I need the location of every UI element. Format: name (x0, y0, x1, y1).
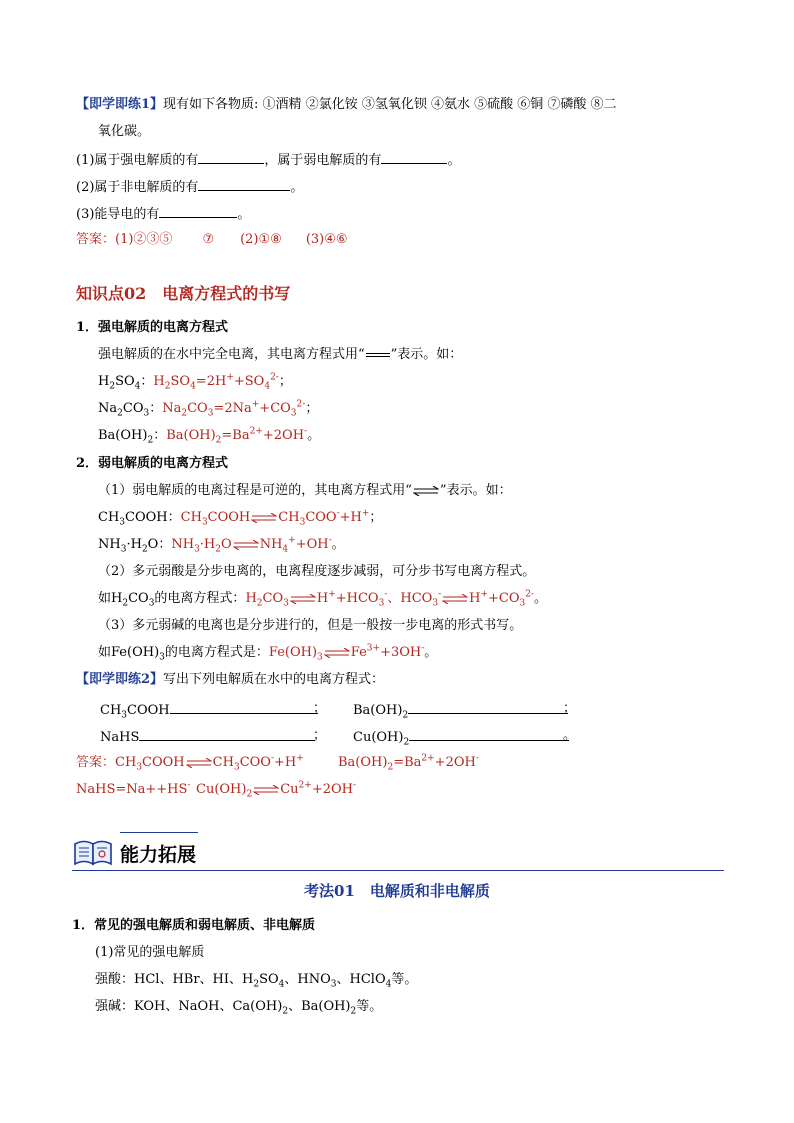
kf01-bases: 强碱：KOH、NaOH、$Ca(OH)_2$、$Ba(OH)_2$等。 (95, 999, 383, 1017)
kp02-heading-1: 1．强电解质的电离方程式 (76, 320, 229, 335)
banner-title: 能力拓展 (120, 844, 197, 866)
practice1-answer: 答案：(1)②③⑤ ⑦ (2)①⑧ (3)④⑥ (76, 232, 348, 247)
banner-top-rule (120, 832, 198, 833)
answer-blank[interactable] (170, 700, 318, 714)
reversible-arrow-icon (251, 513, 277, 523)
practice2-item-3: NaHS (100, 727, 315, 747)
kp02-ex1: $H_2SO_4$：$H_2SO_4=2H^++SO_4^{2-}$； (98, 372, 292, 392)
kp02-ex5: $NH_3\cdot H_2O$：$NH_3\cdot H_2O$ $NH_4^++OH^-$。 (98, 535, 345, 555)
practice1-question (76, 96, 617, 114)
equals-symbol (366, 350, 390, 360)
reversible-arrow-icon (413, 486, 439, 496)
answer-blank[interactable] (159, 204, 237, 218)
kf01-heading-1: 1．常见的强电解质和弱电解质、非电解质 (72, 918, 316, 933)
practice1-label: 【即学即练1】 (76, 97, 164, 112)
answer-blank[interactable] (381, 150, 447, 164)
answer-blank[interactable] (198, 150, 264, 164)
reversible-arrow-icon (324, 648, 350, 658)
reversible-arrow-icon (290, 594, 316, 604)
kp02-p6: 如$Fe(OH)_3$的电离方程式是：$Fe(OH)_3$ $Fe^{3+}+3OH^-$。 (98, 643, 438, 663)
practice1-text: 现有如下各物质: ①酒精 ②氯化铵 ③氢氧化钡 ④氨水 ⑤硫酸 ⑥铜 ⑦磷酸 ⑧二 (163, 97, 617, 112)
practice2-question: 【即学即练2】写出下列电解质在水中的电离方程式： (76, 672, 385, 687)
practice1-q3: (3)能导电的有 。 (76, 204, 250, 224)
kp02-ex3: $Ba(OH)_2$：$Ba(OH)_2=Ba^{2+}+2OH^-$。 (98, 426, 321, 446)
kp02-p5: （3）多元弱碱的电离也是分步进行的，但是一般按一步电离的形式书写。 (98, 618, 523, 633)
practice2-answer-1: 答案：$CH_3COOH$ $CH_3COO^-+H^+$ (76, 753, 304, 773)
kp02-ex2: $Na_2CO_3$：$Na_2CO_3=2Na^++CO_3^{2-}$； (98, 399, 319, 419)
practice2-answer-3: NaHS=Na++HS- (76, 780, 191, 797)
practice2-item-2: $Ba(OH)_2$ (353, 700, 568, 720)
kp02-p1: 强电解质的在水中完全电离，其电离方程式用“ ”表示。如： (98, 347, 463, 362)
book-icon (72, 836, 114, 872)
kp02-heading-2: 2．弱电解质的电离方程式 (76, 456, 229, 471)
kp02-p4: 如$H_2CO_3$的电离方程式：$H_2CO_3$ $H^++HCO_3^-$、$HCO_3^-$ $H^++CO_3^{2-}$。 (98, 589, 548, 609)
answer-blank[interactable] (408, 700, 568, 714)
reversible-arrow-icon (253, 785, 279, 795)
answer-blank[interactable] (409, 727, 569, 741)
practice2-item-4: $Cu(OH)_2$ (353, 727, 569, 747)
reversible-arrow-icon (186, 758, 212, 768)
reversible-arrow-icon (442, 594, 468, 604)
banner-rule (72, 870, 724, 871)
practice1-q2: (2)属于非电解质的有 。 (76, 177, 303, 197)
practice1-q1: (1)属于强电解质的有 ，属于弱电解质的有 。 (76, 150, 460, 170)
kf01-title: 考法01 电解质和非电解质 (304, 882, 490, 900)
kf01-p1: (1)常见的强电解质 (95, 945, 205, 960)
kp02-title: 知识点02 电离方程式的书写 (76, 284, 291, 303)
kp02-p3: （2）多元弱酸是分步电离的，电离程度逐步减弱，可分步书写电离方程式。 (98, 564, 536, 579)
banner (72, 826, 724, 874)
practice1-question-cont: 氧化碳。 (98, 124, 151, 139)
answer-blank[interactable] (198, 177, 290, 191)
practice2-answer-4: $Cu(OH)_2$ $Cu^{2+}+2OH^-$ (196, 780, 357, 800)
answer-blank[interactable] (139, 727, 315, 741)
kp02-p2: （1）弱电解质的电离过程是可逆的，其电离方程式用“ ”表示。如： (98, 483, 512, 498)
practice2-answer-2: $Ba(OH)_2=Ba^{2+}+2OH^-$ (338, 753, 479, 773)
reversible-arrow-icon (233, 540, 259, 550)
kp02-ex4: $CH_3COOH$：$CH_3COOH$ $CH_3COO^-+H^+$； (98, 508, 383, 528)
kf01-acids: 强酸：HCl、HBr、HI、$H_2SO_4$、$HNO_3$、HClO$_4$等。 (95, 972, 418, 990)
practice2-item-1: $CH_3COOH$ (100, 700, 318, 720)
